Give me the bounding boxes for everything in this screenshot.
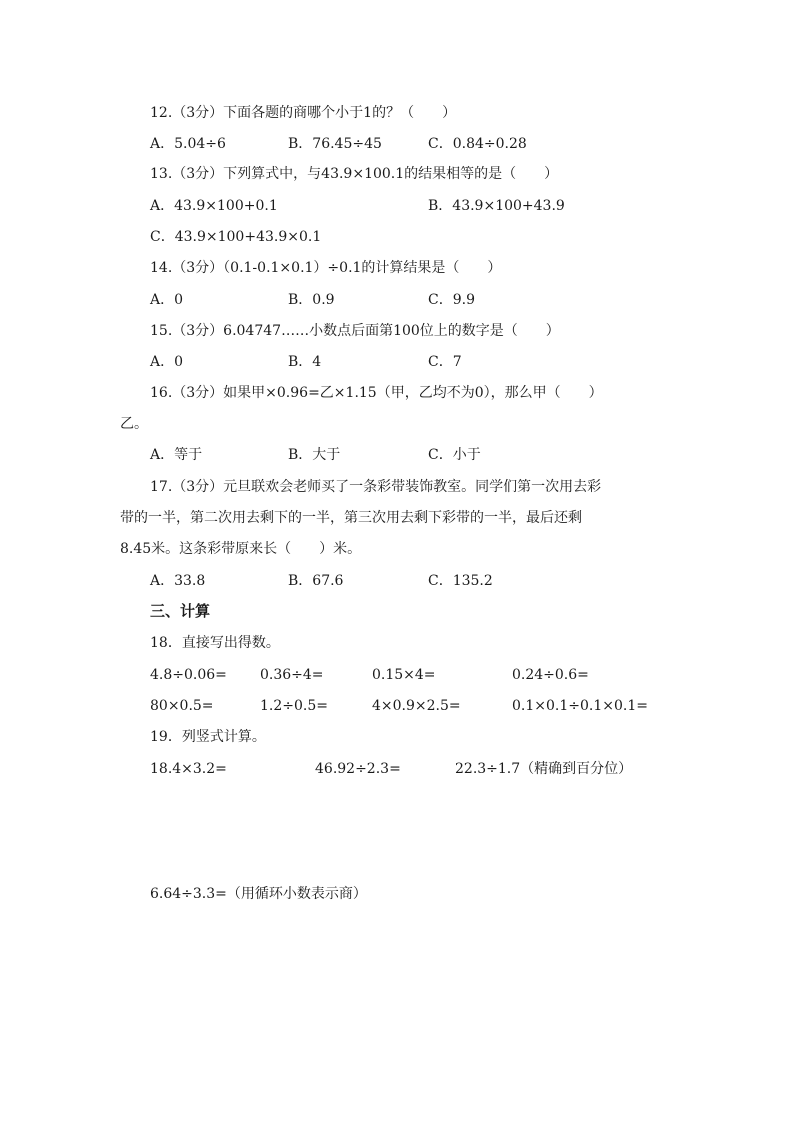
- option-b: B．76.45÷45: [288, 136, 382, 152]
- option-a: A．等于: [150, 447, 203, 463]
- section-heading: 三、计算: [150, 602, 211, 620]
- option-c: C．7: [428, 354, 462, 370]
- calc-item: 22.3÷1.7（精确到百分位）: [455, 761, 633, 777]
- question-14-stem: 14.（3分）（0.1-0.1×0.1）÷0.1的计算结果是（ ）: [150, 260, 502, 276]
- option-b: B．43.9×100+43.9: [428, 198, 565, 214]
- option-b: B．0.9: [288, 292, 335, 308]
- option-a: A．0: [150, 292, 184, 308]
- question-19-title: 19．列竖式计算。: [150, 729, 266, 745]
- question-15-stem: 15.（3分）6.04747……小数点后面第100位上的数字是（ ）: [150, 323, 560, 339]
- question-16-stem-continued: 乙。: [120, 416, 148, 432]
- calc-item: 0.36÷4=: [260, 667, 324, 683]
- question-12-stem: 12.（3分）下面各题的商哪个小于1的？（ ）: [150, 105, 457, 121]
- calc-item: 46.92÷2.3=: [315, 761, 401, 777]
- option-c: C．小于: [428, 447, 481, 463]
- calc-item: 80×0.5=: [150, 698, 214, 714]
- calc-item: 1.2÷0.5=: [260, 698, 328, 714]
- question-17-stem-continued: 带的一半，第二次用去剩下的一半，第三次用去剩下彩带的一半，最后还剩: [120, 510, 582, 526]
- calc-item: 6.64÷3.3=（用循环小数表示商）: [150, 886, 367, 902]
- option-a: A．5.04÷6: [150, 136, 226, 152]
- calc-item: 0.24÷0.6=: [512, 667, 589, 683]
- question-18-title: 18．直接写出得数。: [150, 635, 280, 651]
- question-17-stem: 17.（3分）元旦联欢会老师买了一条彩带装饰教室。同学们第一次用去彩: [150, 479, 602, 495]
- calc-item: 4.8÷0.06=: [150, 667, 227, 683]
- option-c: C．135.2: [428, 573, 493, 589]
- option-a: A．0: [150, 354, 184, 370]
- calc-item: 4×0.9×2.5=: [372, 698, 461, 714]
- calc-item: 0.1×0.1÷0.1×0.1=: [512, 698, 648, 714]
- question-13-stem: 13.（3分）下列算式中，与43.9×100.1的结果相等的是（ ）: [150, 166, 559, 182]
- option-b: B．67.6: [288, 573, 344, 589]
- option-c: C．9.9: [428, 292, 475, 308]
- calc-item: 0.15×4=: [372, 667, 436, 683]
- option-c: C．43.9×100+43.9×0.1: [150, 229, 322, 245]
- option-b: B．大于: [288, 447, 341, 463]
- question-16-stem: 16.（3分）如果甲×0.96=乙×1.15（甲，乙均不为0），那么甲（ ）: [150, 385, 603, 401]
- calc-item: 18.4×3.2=: [150, 761, 227, 777]
- option-b: B．4: [288, 354, 322, 370]
- option-a: A．43.9×100+0.1: [150, 198, 278, 214]
- option-c: C．0.84÷0.28: [428, 136, 527, 152]
- option-a: A．33.8: [150, 573, 206, 589]
- question-17-stem-continued-2: 8.45米。这条彩带原来长（ ）米。: [120, 541, 362, 557]
